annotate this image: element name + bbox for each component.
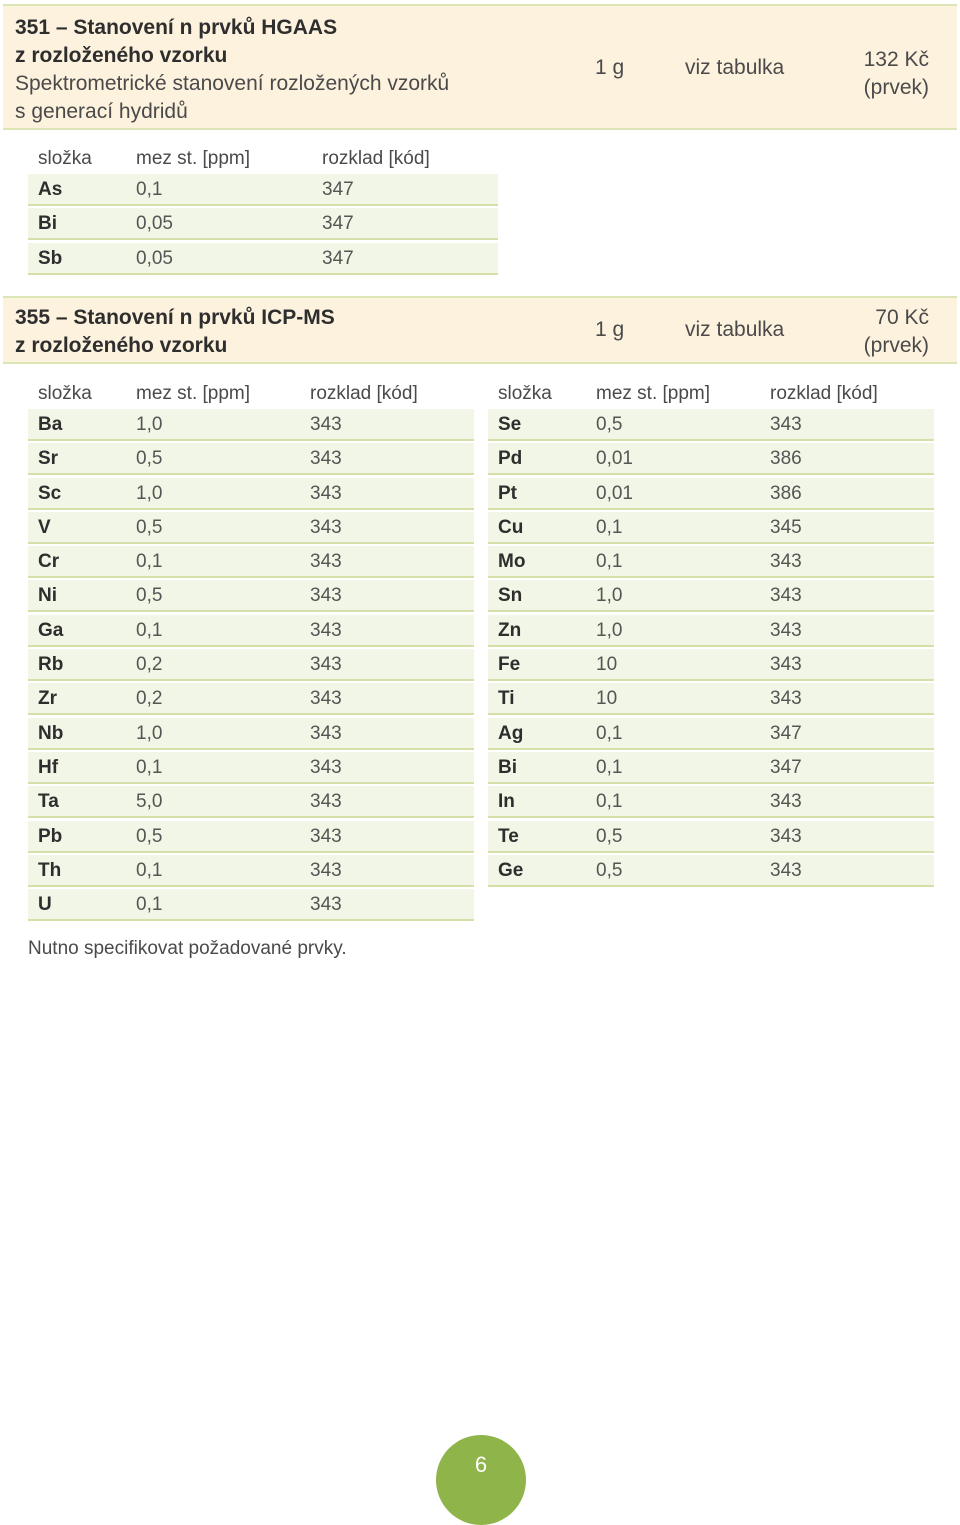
digestion-code: 386 — [770, 482, 802, 504]
element-symbol: Ta — [38, 791, 59, 813]
table-row — [488, 615, 934, 647]
detection-limit: 0,1 — [136, 756, 163, 778]
element-symbol: Hf — [38, 756, 59, 778]
section-351-method: viz tabulka — [685, 56, 785, 79]
column-header: mez st. [ppm] — [136, 148, 251, 169]
section-355-table-right — [488, 375, 934, 889]
table-row — [28, 718, 474, 750]
digestion-code: 343 — [770, 791, 802, 813]
table-header — [488, 375, 934, 409]
digestion-code: 347 — [322, 213, 354, 235]
element-symbol: Bi — [498, 756, 517, 778]
digestion-code: 347 — [770, 722, 802, 744]
detection-limit: 0,1 — [596, 516, 623, 538]
table-row — [488, 512, 934, 544]
element-symbol: Zr — [38, 688, 57, 710]
table-row — [488, 478, 934, 510]
element-symbol: Ga — [38, 619, 64, 641]
column-header: složka — [498, 383, 552, 404]
section-351-title-line2: z rozloženého vzorku — [15, 44, 228, 67]
element-symbol: Th — [38, 859, 62, 881]
table-row — [488, 821, 934, 853]
digestion-code: 343 — [770, 619, 802, 641]
digestion-code: 343 — [770, 551, 802, 573]
section-355-amount: 1 g — [595, 318, 625, 341]
digestion-code: 343 — [770, 585, 802, 607]
table-row — [488, 718, 934, 750]
digestion-code: 347 — [770, 756, 802, 778]
detection-limit: 0,5 — [136, 585, 163, 607]
element-symbol: Te — [498, 825, 519, 847]
column-header: mez st. [ppm] — [136, 383, 251, 404]
section-355-price-value: 70 Kč — [875, 306, 929, 329]
digestion-code: 343 — [770, 859, 802, 881]
section-351-titles — [15, 14, 449, 126]
element-symbol: As — [38, 179, 63, 200]
section-351-header — [3, 4, 957, 130]
digestion-code: 343 — [770, 688, 802, 710]
section-351-subtitle-line2: s generací hydridů — [15, 100, 188, 123]
section-355-titles — [15, 304, 335, 360]
digestion-code: 347 — [322, 247, 354, 269]
table-row — [488, 443, 934, 475]
element-symbol: Rb — [38, 654, 64, 676]
page-number-badge: 6 — [436, 1435, 526, 1525]
detection-limit: 0,5 — [136, 448, 163, 470]
detection-limit: 10 — [596, 654, 618, 676]
section-351-subtitle-line1: Spektrometrické stanovení rozložených vzorků — [15, 72, 450, 95]
table-row — [28, 443, 474, 475]
detection-limit: 0,1 — [136, 619, 163, 641]
table-row — [488, 786, 934, 818]
digestion-code: 343 — [310, 791, 342, 813]
table-row — [28, 512, 474, 544]
table-row — [28, 478, 474, 510]
element-symbol: Mo — [498, 551, 526, 573]
element-symbol: Nb — [38, 722, 64, 744]
element-symbol: Cr — [38, 551, 60, 573]
section-351-table — [28, 140, 498, 277]
detection-limit: 0,1 — [136, 894, 163, 916]
detection-limit: 0,1 — [596, 551, 623, 573]
element-symbol: U — [38, 894, 52, 916]
digestion-code: 345 — [770, 516, 802, 538]
digestion-code: 343 — [310, 482, 342, 504]
column-header: složka — [38, 148, 92, 169]
detection-limit: 1,0 — [136, 482, 163, 504]
digestion-code: 343 — [310, 859, 342, 881]
detection-limit: 0,5 — [136, 825, 163, 847]
table-row — [28, 615, 474, 647]
section-351-price-value: 132 Kč — [863, 48, 929, 71]
digestion-code: 343 — [310, 722, 342, 744]
element-symbol: Fe — [498, 654, 521, 676]
table-row — [488, 409, 934, 441]
table-row — [28, 243, 498, 275]
table-row — [28, 174, 498, 206]
detection-limit: 0,5 — [596, 825, 623, 847]
digestion-code: 386 — [770, 448, 802, 470]
detection-limit: 1,0 — [596, 619, 623, 641]
section-351-amount: 1 g — [595, 56, 625, 79]
table-row — [28, 546, 474, 578]
table-row — [28, 208, 498, 240]
element-symbol: V — [38, 516, 51, 538]
element-symbol: Sr — [38, 448, 59, 470]
table-row — [488, 580, 934, 612]
detection-limit: 0,05 — [136, 247, 173, 269]
column-header: mez st. [ppm] — [596, 383, 711, 404]
table-row — [28, 855, 474, 887]
section-355-price — [864, 304, 929, 360]
section-351-price-unit: (prvek) — [863, 76, 929, 99]
detection-limit: 0,1 — [596, 722, 623, 744]
table-header — [28, 375, 474, 409]
element-symbol: In — [498, 791, 515, 813]
table-row — [488, 855, 934, 887]
table-row — [28, 580, 474, 612]
section-355-title-line1: 355 – Stanovení n prvků ICP-MS — [15, 306, 335, 329]
digestion-code: 343 — [310, 894, 342, 916]
detection-limit: 0,2 — [136, 654, 163, 676]
table-row — [28, 409, 474, 441]
digestion-code: 343 — [310, 551, 342, 573]
section-355-table-left — [28, 375, 474, 923]
column-header: rozklad [kód] — [310, 383, 418, 404]
element-symbol: Sc — [38, 482, 62, 504]
detection-limit: 5,0 — [136, 791, 163, 813]
element-symbol: Ni — [38, 585, 57, 607]
detection-limit: 0,01 — [596, 448, 633, 470]
table-row — [28, 649, 474, 681]
detection-limit: 0,5 — [596, 859, 623, 881]
element-symbol: Zn — [498, 619, 522, 641]
element-symbol: Pt — [498, 482, 517, 504]
section-355-header — [3, 296, 957, 364]
element-symbol: Pd — [498, 448, 523, 470]
detection-limit: 1,0 — [596, 585, 623, 607]
detection-limit: 0,01 — [596, 482, 633, 504]
element-symbol: Pb — [38, 825, 63, 847]
element-symbol: Se — [498, 414, 522, 435]
detection-limit: 1,0 — [136, 414, 163, 435]
element-symbol: Ag — [498, 722, 524, 744]
element-symbol: Ba — [38, 414, 63, 435]
section-351-price — [864, 46, 929, 102]
detection-limit: 10 — [596, 688, 618, 710]
detection-limit: 0,1 — [596, 791, 623, 813]
element-symbol: Cu — [498, 516, 524, 538]
digestion-code: 343 — [310, 585, 342, 607]
column-header: rozklad [kód] — [770, 383, 878, 404]
table-row — [488, 752, 934, 784]
element-symbol: Ti — [498, 688, 515, 710]
digestion-code: 343 — [310, 688, 342, 710]
table-row — [28, 889, 474, 921]
detection-limit: 0,05 — [136, 213, 173, 235]
digestion-code: 343 — [770, 414, 802, 435]
detection-limit: 0,1 — [136, 179, 163, 200]
section-351-title-line1: 351 – Stanovení n prvků HGAAS — [15, 16, 338, 39]
section-355-price-unit: (prvek) — [863, 334, 929, 357]
element-symbol: Sb — [38, 247, 63, 269]
column-header: rozklad [kód] — [322, 148, 430, 169]
digestion-code: 343 — [310, 619, 342, 641]
table-header — [28, 140, 498, 174]
detection-limit: 0,2 — [136, 688, 163, 710]
digestion-code: 343 — [310, 516, 342, 538]
detection-limit: 0,5 — [596, 414, 623, 435]
digestion-code: 343 — [310, 654, 342, 676]
digestion-code: 343 — [310, 756, 342, 778]
detection-limit: 0,5 — [136, 516, 163, 538]
detection-limit: 1,0 — [136, 722, 163, 744]
detection-limit: 0,1 — [596, 756, 623, 778]
table-row — [28, 786, 474, 818]
element-symbol: Ge — [498, 859, 524, 881]
table-row — [488, 683, 934, 715]
digestion-code: 343 — [310, 414, 342, 435]
digestion-code: 343 — [770, 825, 802, 847]
digestion-code: 343 — [770, 654, 802, 676]
table-row — [28, 683, 474, 715]
table-row — [28, 752, 474, 784]
detection-limit: 0,1 — [136, 859, 163, 881]
digestion-code: 343 — [310, 448, 342, 470]
section-355-title-line2: z rozloženého vzorku — [15, 334, 228, 357]
table-row — [28, 821, 474, 853]
section-355-method: viz tabulka — [685, 318, 785, 341]
detection-limit: 0,1 — [136, 551, 163, 573]
element-symbol: Bi — [38, 213, 57, 235]
column-header: složka — [38, 383, 92, 404]
digestion-code: 343 — [310, 825, 342, 847]
note-text: Nutno specifikovat požadované prvky. — [28, 938, 347, 959]
digestion-code: 347 — [322, 179, 354, 200]
element-symbol: Sn — [498, 585, 523, 607]
table-row — [488, 546, 934, 578]
table-row — [488, 649, 934, 681]
